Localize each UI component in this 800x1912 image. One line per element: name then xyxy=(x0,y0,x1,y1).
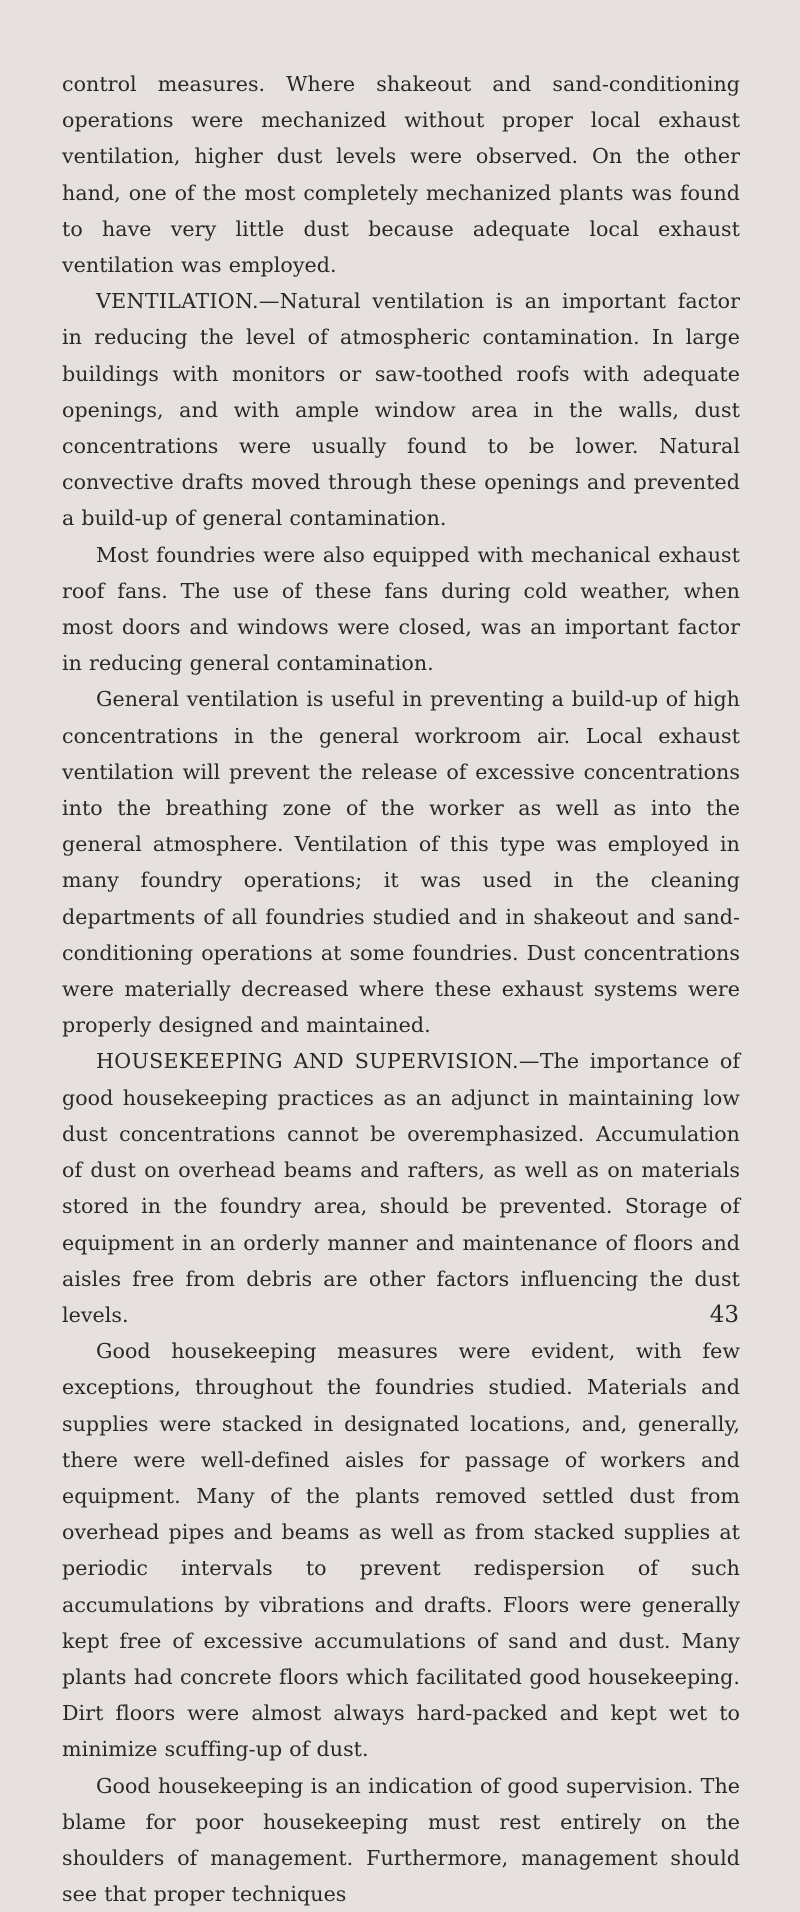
paragraph-text: Good housekeeping measures were evident, with few exceptions, throughout the foundries studied. Materials and supplies were stacked in designated locations, and, generally, there were well-defined aisles for passage of workers and equipment. Many of the plants removed settled dust from overhead pipes and beams as well as from stacked supplies at periodic intervals to prevent redispersion of such accumulations by vibrations and drafts. Floors were generally kept free of excessive accumulations of sand and dust. Many plants had concrete floors which facilitated good housekeeping. Dirt floors were almost always hard-packed and kept wet to minimize scuffing-up of dust. xyxy=(62,1339,740,1762)
paragraph-text: control measures. Where shakeout and sand-conditioning operations were mechanized without proper local exhaust ventilation, higher dust levels were observed. On the other hand, one of the most completely mechanized plants was found to have very little dust because adequate local exhaust ventilation was employed. xyxy=(62,72,740,278)
paragraph-text: Good housekeeping is an indication of good supervision. The blame for poor housekeeping must rest entirely on the shoulders of management. Furthermore, management should see that proper techniques xyxy=(62,1773,740,1907)
paragraph-text: Natural ventilation is an important factor in reducing the level of atmospheric contamination. In large buildings with monitors or saw-toothed roofs with adequate openings, and with ample window area in the walls, dust concentrations were usually found to be lower. Natural convective drafts moved through these openings and prevented a build-up of general contamination. xyxy=(62,289,740,531)
paragraph-housekeeping xyxy=(62,1043,740,1333)
paragraph-housekeeping-measures xyxy=(62,1333,740,1767)
paragraph-roof-fans xyxy=(62,537,740,682)
body-text xyxy=(62,66,740,1912)
paragraph-text: The importance of good housekeeping practices as an adjunct in maintaining low dust concentrations cannot be overemphasized. Accumulation of dust on overhead beams and rafters, as well as on materials stored in the foundry area, should be prevented. Storage of equipment in an orderly manner and maintenance of floors and aisles free from debris are other factors influencing the dust levels. xyxy=(62,1049,740,1327)
paragraph-text: General ventilation is useful in preventing a build-up of high concentrations in the general workroom air. Local exhaust ventilation will prevent the release of excessive concentrations into the breathing zone of the worker as well as into the general atmosphere. Ventilation of this type was employed in many foundry operations; it was used in the cleaning departments of all foundries studied and in shakeout and sand-conditioning operations at some foundries. Dust concentrations were materially decreased where these exhaust systems were properly designed and maintained. xyxy=(62,687,740,1038)
paragraph-general-ventilation xyxy=(62,681,740,1043)
paragraph-text: Most foundries were also equipped with mechanical exhaust roof fans. The use of these fans during cold weather, when most doors and windows were closed, was an important factor in reducing general contamination. xyxy=(62,542,740,676)
section-heading-ventilation: VENTILATION.— xyxy=(96,289,280,314)
section-heading-housekeeping: HOUSEKEEPING AND SUPERVISION.— xyxy=(96,1049,540,1074)
page-number: 43 xyxy=(709,1302,739,1328)
paragraph-continuation xyxy=(62,66,740,283)
paragraph-ventilation xyxy=(62,283,740,536)
paragraph-supervision xyxy=(62,1768,740,1912)
